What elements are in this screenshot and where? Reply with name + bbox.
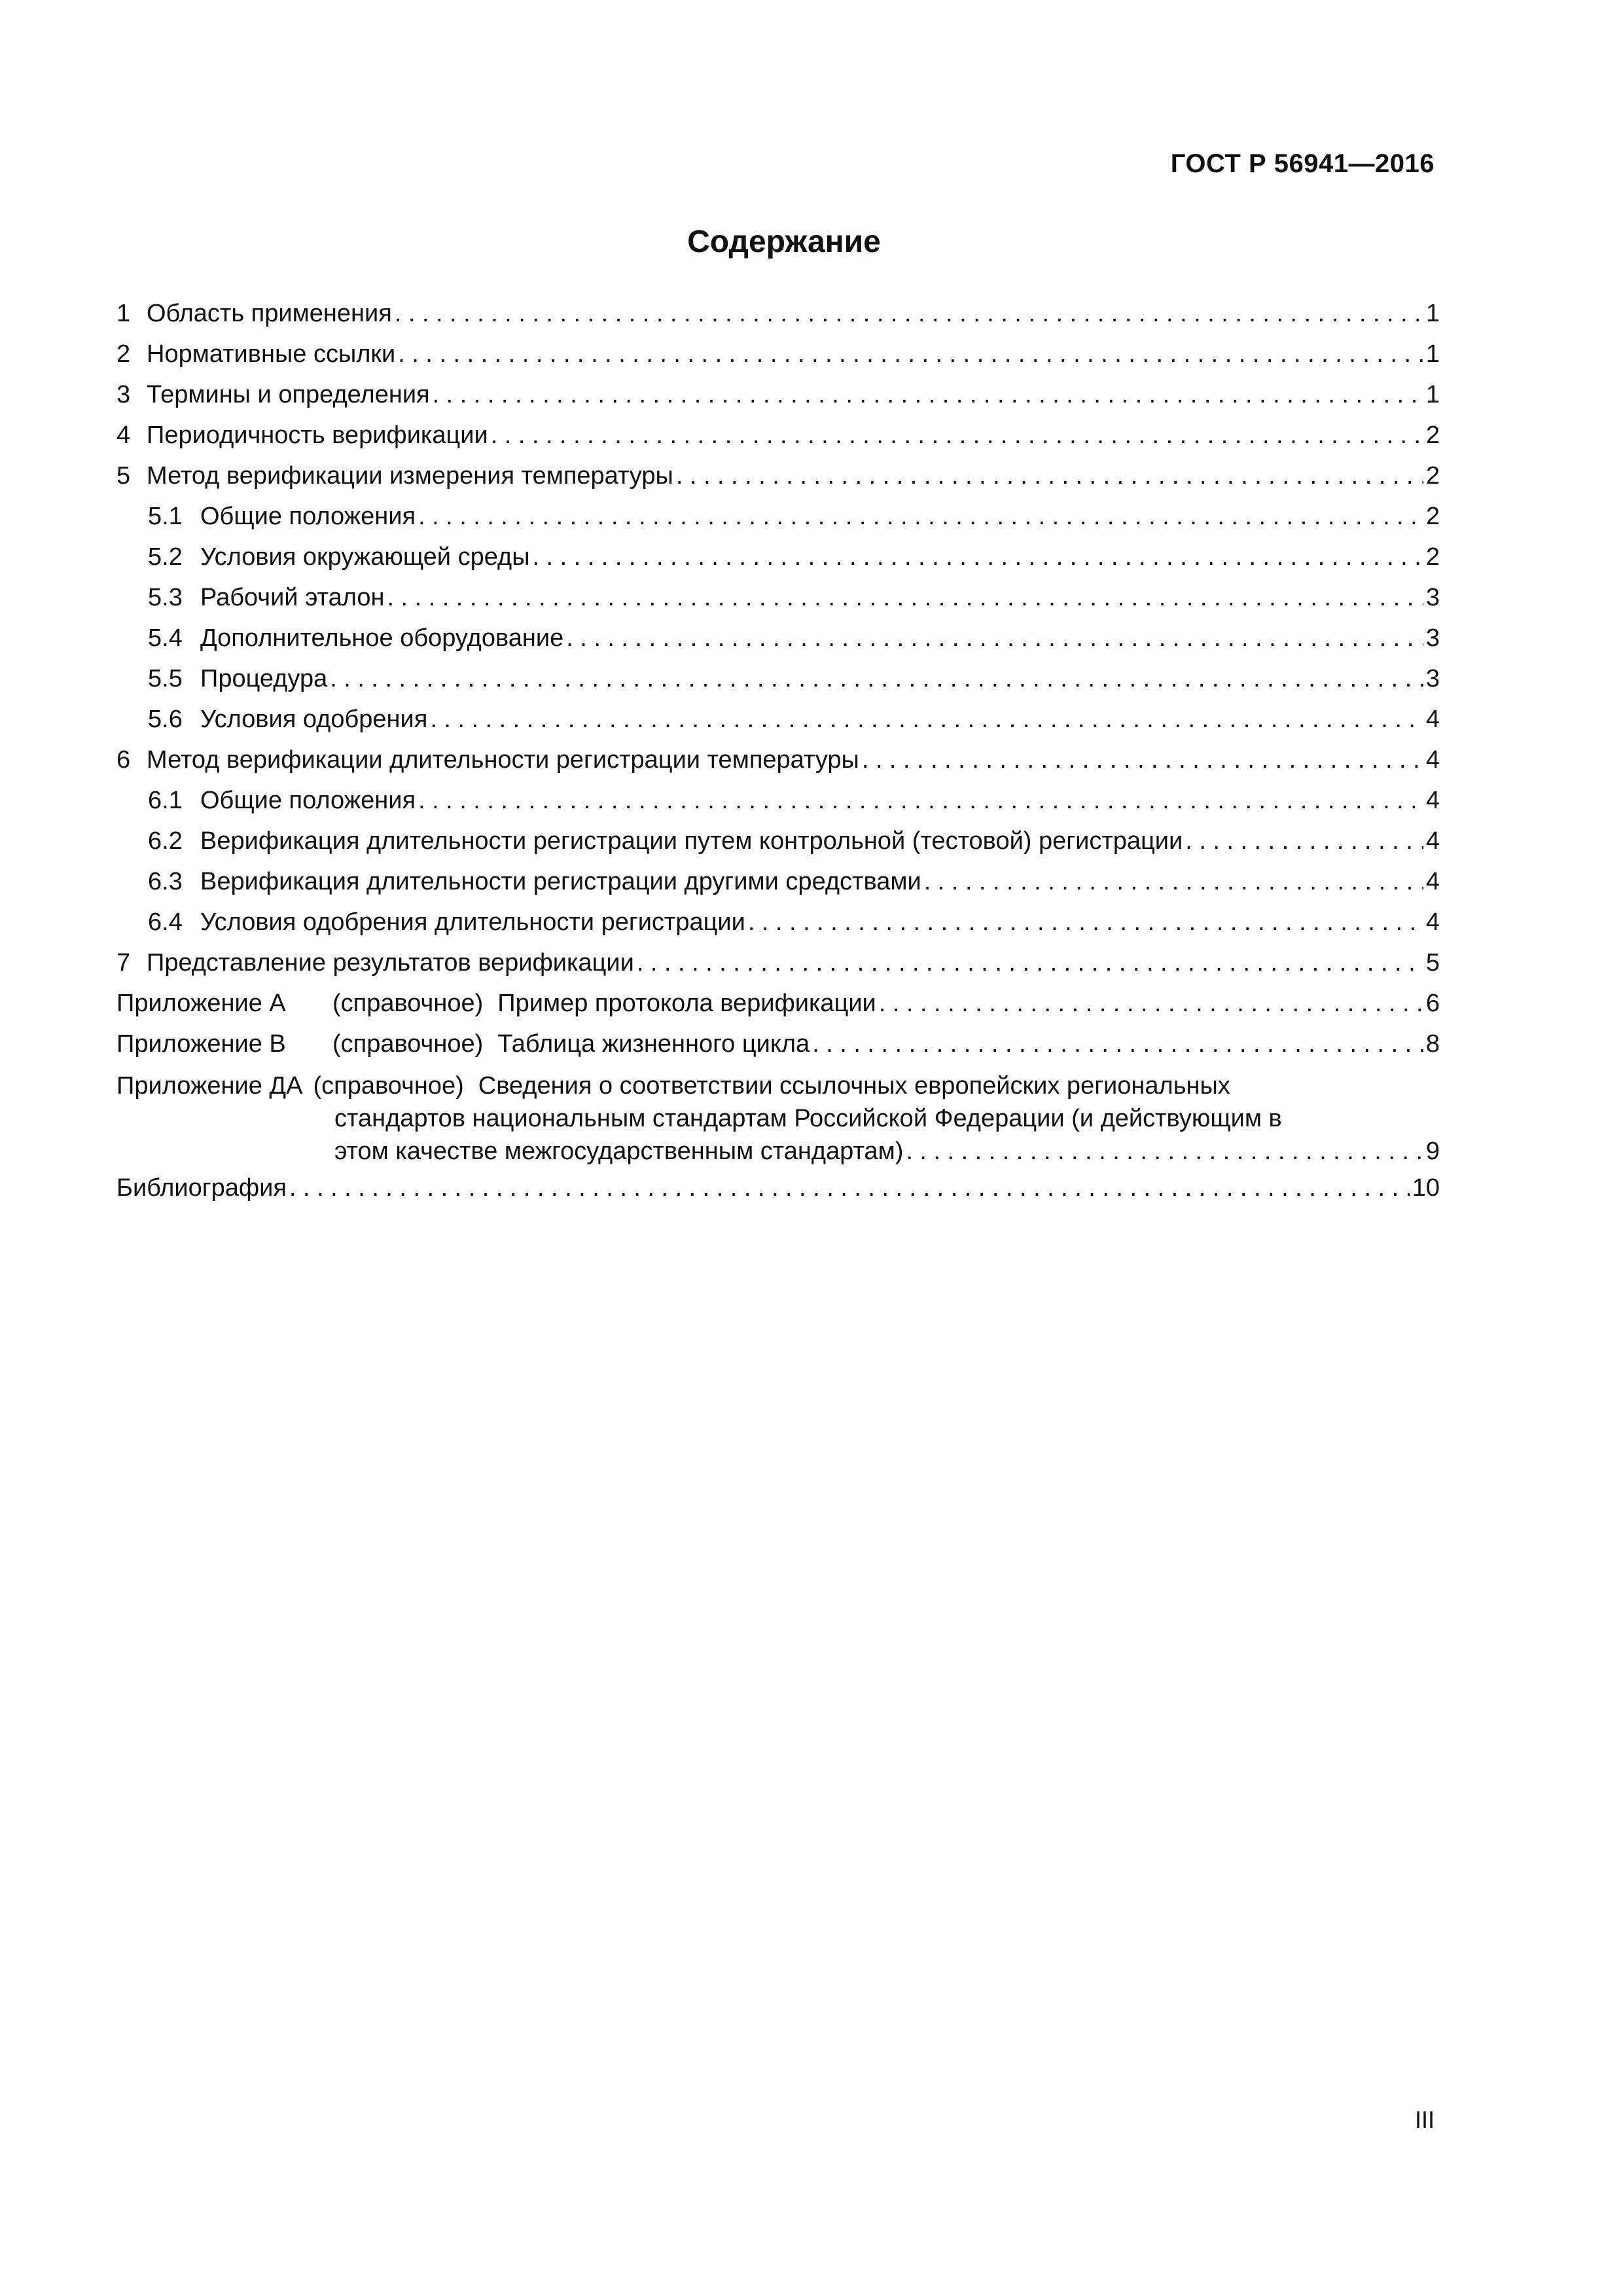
dot-leader [395,293,1423,334]
appendix-label-line3: этом качестве межгосударственным стандартам) [334,1138,904,1165]
appendix-label: Пример протокола верификации [497,990,876,1017]
table-of-contents [116,293,1440,1208]
toc-entry-label: Периодичность верификации [147,422,488,449]
appendix-prefix: Приложение В [116,1030,286,1058]
toc-entry-number: 5.6 [148,706,183,733]
appendix-label: Таблица жизненного цикла [497,1030,810,1058]
dot-leader [330,658,1423,699]
toc-entry-number: 5.5 [148,665,183,692]
appendix-prefix: Приложение ДА [116,1072,303,1100]
page-number: III [1414,2106,1435,2133]
dot-leader [566,618,1423,658]
toc-entry-number: 6 [116,746,131,774]
dot-leader [676,456,1423,496]
toc-entry-label: Область применения [147,300,392,327]
appendix-da-first-line [116,1069,1440,1102]
toc-appendix-b[interactable] [116,1024,1440,1064]
appendix-label-line2: стандартов национальным стандартам Российской Федерации (и действующим в [334,1105,1282,1132]
toc-entry-label: Общие положения [200,787,416,814]
bibliography-label: Библиография [116,1174,287,1202]
toc-entry-label: Условия окружающей среды [200,543,530,571]
toc-entry-page: 1 [1425,300,1440,327]
toc-entry-page: 4 [1425,827,1440,855]
toc-entry-5-3[interactable] [116,577,1440,618]
dot-leader [812,1024,1423,1064]
toc-entry-5-6[interactable] [116,699,1440,740]
toc-entry-6-1[interactable] [116,780,1440,821]
appendix-prefix: Приложение А [116,990,286,1017]
appendix-status: (справочное) [332,990,484,1017]
toc-entry-5[interactable] [116,456,1440,496]
bibliography-page: 10 [1412,1174,1440,1202]
toc-entry-page: 2 [1425,422,1440,449]
toc-entry-label: Условия одобрения [200,706,428,733]
toc-entry-page: 2 [1425,462,1440,490]
dot-leader [637,942,1423,983]
toc-entry-number: 5.4 [148,624,183,652]
toc-entry-label: Общие положения [200,503,416,530]
toc-entry-5-4[interactable] [116,618,1440,658]
dot-leader [387,577,1423,618]
dot-leader [879,983,1423,1024]
toc-entry-label: Термины и определения [147,381,430,408]
toc-entry-number: 5.2 [148,543,183,571]
toc-entry-number: 7 [116,949,131,977]
toc-entry-page: 1 [1425,381,1440,408]
dot-leader [1185,821,1423,861]
toc-entry-6-2[interactable] [116,821,1440,861]
toc-title: Содержание [687,224,881,259]
toc-entry-label: Процедура [200,665,328,692]
toc-entry-page: 4 [1425,706,1440,733]
toc-entry-page: 4 [1425,868,1440,895]
toc-entry-page: 4 [1425,908,1440,936]
toc-bibliography[interactable] [116,1168,1440,1208]
toc-entry-1[interactable] [116,293,1440,334]
document-code: ГОСТ Р 56941—2016 [1170,149,1435,178]
toc-entry-label: Представление результатов верификации [147,949,634,977]
appendix-label-line1: Сведения о соответствии ссылочных европейских региональных [478,1072,1230,1100]
dot-leader [433,374,1423,415]
toc-entry-number: 6.1 [148,787,183,814]
toc-entry-label: Метод верификации длительности регистрации температуры [147,746,859,774]
toc-entry-label: Верификация длительности регистрации другими средствами [200,868,921,895]
toc-entry-number: 5 [116,462,131,490]
toc-entry-6-4[interactable] [116,902,1440,942]
toc-entry-page: 3 [1425,665,1440,692]
dot-leader [862,740,1423,780]
toc-entry-number: 6.3 [148,868,183,895]
toc-entry-label: Нормативные ссылки [147,340,396,368]
dot-leader [533,537,1423,577]
toc-entry-7[interactable] [116,942,1440,983]
toc-entry-number: 3 [116,381,131,408]
dot-leader [491,415,1423,456]
toc-entry-5-2[interactable] [116,537,1440,577]
toc-entry-label: Условия одобрения длительности регистрации [200,908,745,936]
toc-appendix-da[interactable] [116,1069,1440,1168]
dot-leader [430,699,1423,740]
toc-entry-page: 1 [1425,340,1440,368]
toc-entry-page: 2 [1425,503,1440,530]
toc-appendix-a[interactable] [116,983,1440,1024]
appendix-status: (справочное) [332,1030,484,1058]
dot-leader [418,496,1423,537]
toc-entry-number: 1 [116,300,131,327]
toc-entry-number: 5.1 [148,503,183,530]
toc-entry-6-3[interactable] [116,861,1440,902]
dot-leader [748,902,1423,942]
dot-leader [924,861,1423,902]
toc-entry-page: 4 [1425,787,1440,814]
appendix-page: 9 [1425,1138,1440,1165]
toc-entry-2[interactable] [116,334,1440,374]
appendix-page: 8 [1425,1030,1440,1058]
toc-entry-6[interactable] [116,740,1440,780]
toc-entry-label: Дополнительное оборудование [200,624,564,652]
toc-entry-label: Метод верификации измерения температуры [147,462,673,490]
toc-entry-number: 2 [116,340,131,368]
appendix-da-last-line [116,1135,1440,1168]
toc-entry-3[interactable] [116,374,1440,415]
toc-entry-5-1[interactable] [116,496,1440,537]
dot-leader [906,1135,1423,1168]
toc-entry-page: 3 [1425,624,1440,652]
toc-entry-page: 3 [1425,584,1440,611]
toc-entry-page: 5 [1425,949,1440,977]
toc-entry-number: 6.2 [148,827,183,855]
toc-entry-5-5[interactable] [116,658,1440,699]
dot-leader [398,334,1423,374]
dot-leader [418,780,1423,821]
toc-entry-4[interactable] [116,415,1440,456]
toc-entry-number: 5.3 [148,584,183,611]
toc-entry-number: 6.4 [148,908,183,936]
appendix-page: 6 [1425,990,1440,1017]
toc-entry-label: Рабочий эталон [200,584,385,611]
toc-entry-label: Верификация длительности регистрации путем контрольной (тестовой) регистрации [200,827,1183,855]
dot-leader [289,1168,1410,1208]
toc-entry-page: 2 [1425,543,1440,571]
toc-entry-page: 4 [1425,746,1440,774]
toc-entry-number: 4 [116,422,131,449]
appendix-status: (справочное) [313,1072,464,1100]
